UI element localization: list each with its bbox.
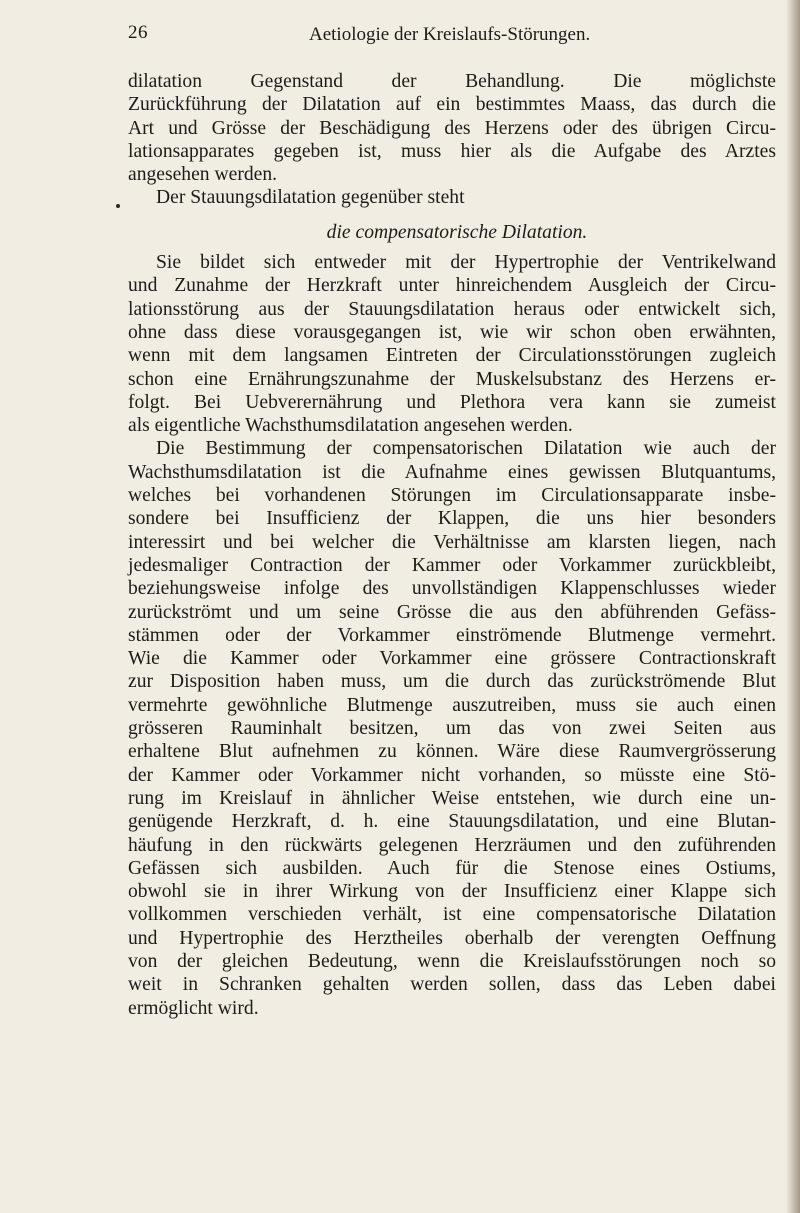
text-line: und Zunahme der Herzkraft unter hinreichendem Ausgleich der Circu- [128,275,776,297]
text-line: ermöglicht wird. [128,997,259,1019]
text-line: beziehungsweise infolge des unvollständigen Klappenschlusses wieder [128,578,776,600]
text-line: dilatation Gegenstand der Behandlung. Die möglichste [128,71,776,92]
text-line: angesehen werden. [128,164,278,186]
text-line: jedesmaliger Contraction der Kammer oder Vorkammer zurückbleibt, [128,554,776,576]
text-line: der Kammer oder Vorkammer nicht vorhanden, so müsste eine Stö- [128,764,776,786]
text-line: stämmen oder der Vorkammer einströmende Blutmenge vermehrt. [128,624,776,646]
text-line: genügende Herzkraft, d. h. eine Stauungsdilatation, und eine Blutan- [128,811,776,833]
text-line: und Hypertrophie des Herztheiles oberhalb der verengten Oeffnung [128,927,776,949]
text-line: welches bei vorhandenen Störungen im Circulationsapparate insbe- [128,485,776,507]
text-line: als eigentliche Wachsthumsdilatation angesehen werden. [128,415,573,437]
page-edge-shadow [786,0,800,1213]
text-line: Der Stauungsdilatation gegenüber steht [156,187,465,209]
text-line: wenn mit dem langsamen Eintreten der Circulationsstörungen zugleich [128,345,776,367]
text-line: Wachsthumsdilatation ist die Aufnahme eines gewissen Blutquantums, [128,461,776,483]
body-text [128,70,776,1020]
text-line: Wie die Kammer oder Vorkammer eine grössere Contractionskraft [128,648,776,670]
text-line: von der gleichen Bedeutung, wenn die Kreislaufsstörungen noch so [128,950,776,972]
text-line: grösseren Rauminhalt besitzen, um das von zwei Seiten aus [128,718,776,740]
text-line: obwohl sie in ihrer Wirkung von der Insufficienz einer Klappe sich [128,881,776,903]
page-number: 26 [128,22,148,43]
text-line: häufung in den rückwärts gelegenen Herzräumen und den zuführenden [128,834,776,856]
text-line: vollkommen verschieden verhält, ist eine compensatorische Dilatation [128,904,776,926]
text-line: Gefässen sich ausbilden. Auch für die Stenose eines Ostiums, [128,857,776,879]
text-line: erhaltene Blut aufnehmen zu können. Wäre diese Raumvergrösserung [128,741,776,763]
margin-mark [116,204,120,208]
text-line: interessirt und bei welcher die Verhältnisse am klarsten liegen, nach [128,531,776,553]
running-head: Aetiologie der Kreislaufs-Störungen. [309,24,591,45]
text-line: rung im Kreislauf in ähnlicher Weise entstehen, wie durch eine un- [128,787,776,809]
text-line: weit in Schranken gehalten werden sollen, dass das Leben dabei [128,974,776,996]
text-line: schon eine Ernährungszunahme der Muskelsubstanz des Herzens er- [128,368,776,390]
text-line: lationsstörung aus der Stauungsdilatation heraus oder entwickelt sich, [128,298,776,320]
text-line: vermehrte gewöhnliche Blutmenge auszutreiben, muss sie auch einen [128,694,776,716]
text-line: Sie bildet sich entweder mit der Hypertrophie der Ventrikelwand [156,252,776,274]
page-header [128,22,768,52]
text-line: Zurückführung der Dilatation auf ein bestimmtes Maass, das durch die [128,94,776,116]
text-line: lationsapparates gegeben ist, muss hier als die Aufgabe des Arztes [128,140,776,162]
section-heading: die compensatorische Dilatation. [326,221,588,243]
text-line: ohne dass diese vorausgegangen ist, wie wir schon oben erwähnten, [128,321,776,343]
text-line: sondere bei Insufficienz der Klappen, die uns hier besonders [128,508,776,530]
text-line: zurückströmt und um seine Grösse die aus den abführenden Gefäss- [128,601,776,623]
text-line: Die Bestimmung der compensatorischen Dilatation wie auch der [156,438,776,460]
text-line: zur Disposition haben muss, um die durch das zurückströmende Blut [128,671,776,693]
text-line: Art und Grösse der Beschädigung des Herzens oder des übrigen Circu- [128,117,776,139]
text-line: folgt. Bei Uebverernährung und Plethora vera kann sie zumeist [128,391,776,413]
